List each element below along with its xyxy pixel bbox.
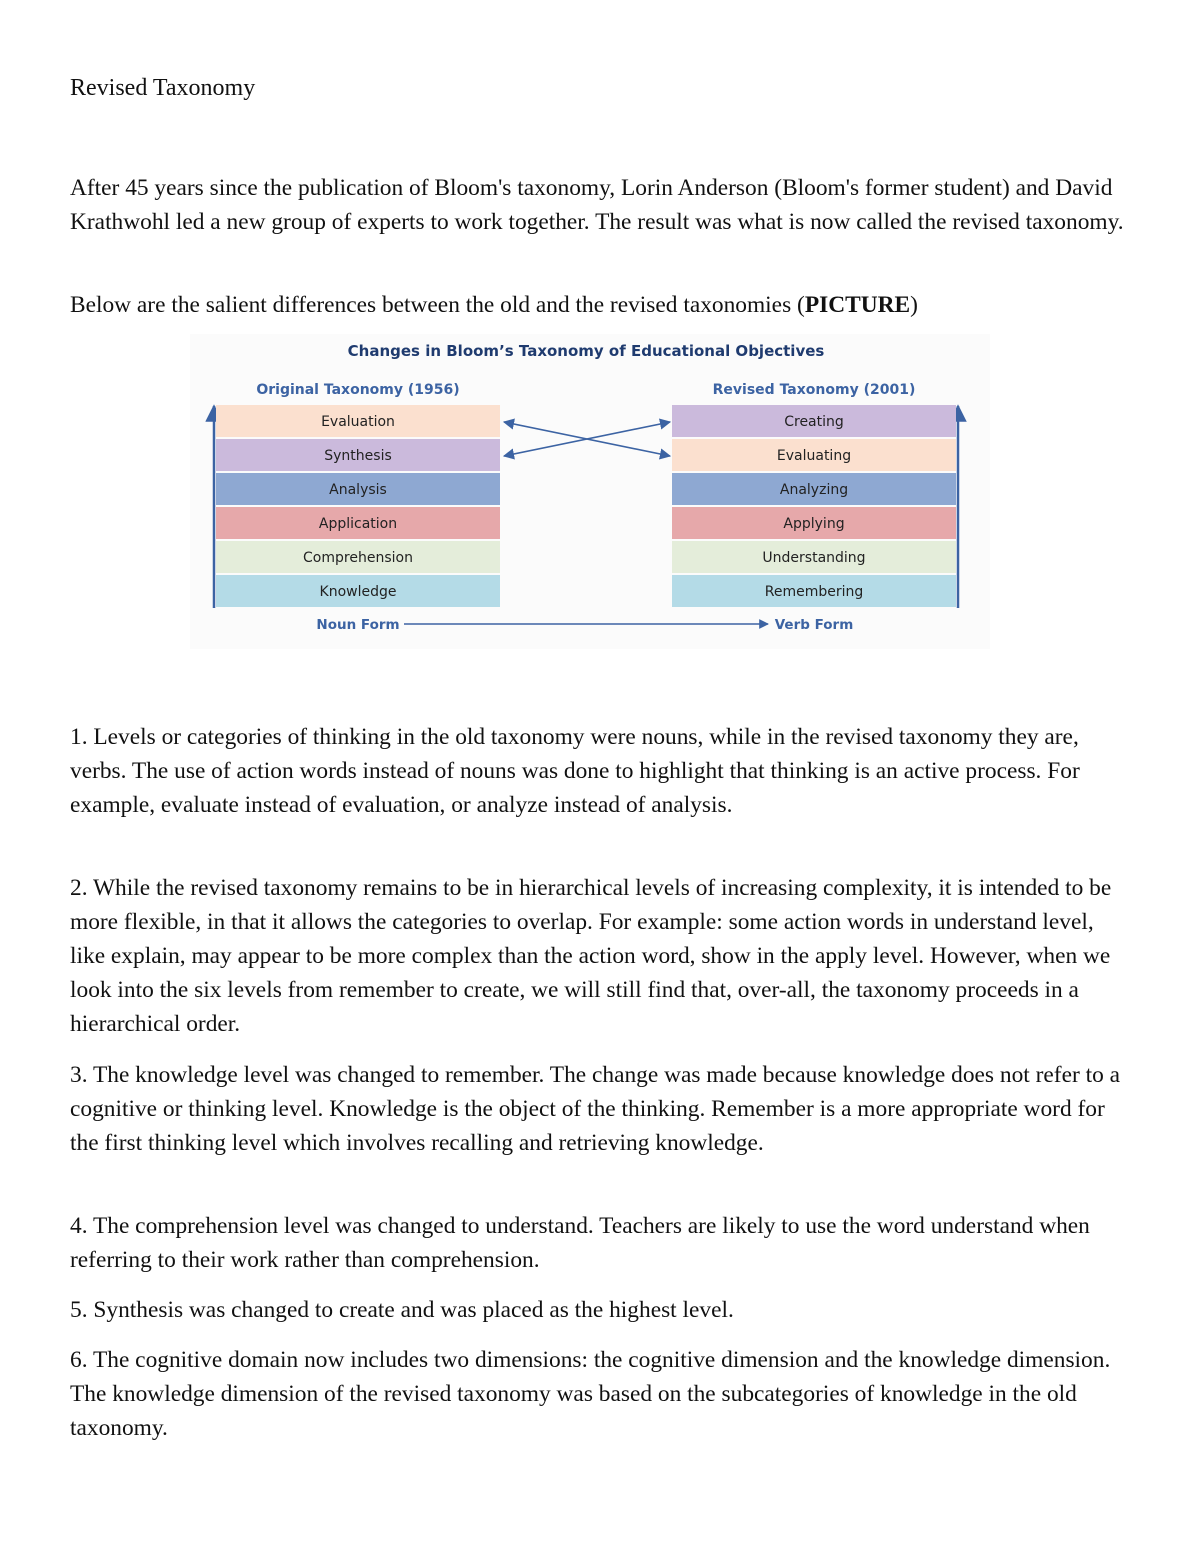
- right-level-remembering: Remembering: [764, 584, 864, 600]
- taxonomy-diagram: [190, 334, 990, 649]
- right-level-creating: Creating: [784, 414, 844, 430]
- noun-form-label: Noun Form: [316, 617, 400, 633]
- point-4: 4. The comprehension level was changed to understand. Teachers are likely to use the word understand when referring to their work rather than comprehension.: [70, 1213, 1090, 1273]
- figure-intro-paragraph: [70, 288, 1130, 322]
- left-level-comprehension: Comprehension: [303, 550, 413, 566]
- left-level-knowledge: Knowledge: [319, 584, 397, 600]
- page-title: Revised Taxonomy: [70, 75, 256, 101]
- figure-title: Changes in Bloom’s Taxonomy of Educational Objectives: [347, 342, 825, 360]
- point-6: 6. The cognitive domain now includes two dimensions: the cognitive dimension and the knowledge dimension. The knowledge dimension of the revised taxonomy was based on the subcategories of knowledge in the old taxonomy.: [70, 1347, 1111, 1441]
- right-level-applying: Applying: [783, 516, 845, 532]
- picture-label: PICTURE: [804, 292, 911, 318]
- verb-form-label: Verb Form: [774, 617, 854, 633]
- point-3: 3. The knowledge level was changed to remember. The change was made because knowledge does not refer to a cognitive or thinking level. Knowledge is the object of the thinking. Remember is a more appropriate word for the first thinking level which involves recalling and retrieving knowledge.: [70, 1062, 1121, 1156]
- right-level-analyzing: Analyzing: [779, 482, 849, 498]
- right-level-understanding: Understanding: [762, 550, 866, 566]
- figure-intro-close: ): [910, 292, 918, 318]
- figure-intro-text: Below are the salient differences between the old and the revised taxonomies (: [70, 292, 805, 318]
- intro-paragraph: After 45 years since the publication of Bloom's taxonomy, Lorin Anderson (Bloom's former student) and David Krathwohl led a new group of experts to work together. The result was what is now called the revised taxonomy.: [70, 175, 1124, 235]
- point-1: 1. Levels or categories of thinking in the old taxonomy were nouns, while in the revised taxonomy they are, verbs. The use of action words instead of nouns was done to highlight that thinking is an active process. For example, evaluate instead of evaluation, or analyze instead of analysis.: [70, 724, 1080, 818]
- left-level-analysis: Analysis: [329, 482, 387, 498]
- point-5: 5. Synthesis was changed to create and was placed as the highest level.: [70, 1297, 734, 1323]
- taxonomy-figure: [190, 334, 990, 649]
- right-level-evaluating: Evaluating: [776, 448, 852, 464]
- original-taxonomy-heading: Original Taxonomy (1956): [256, 382, 460, 398]
- point-2: 2. While the revised taxonomy remains to be in hierarchical levels of increasing complexity, it is intended to be more flexible, in that it allows the categories to overlap. For example: some action words in understand level, like explain, may appear to be more complex than the action word, show in the apply level. However, when we look into the six levels from remember to create, we will still find that, over-all, the taxonomy proceeds in a hierarchical order.: [70, 875, 1112, 1037]
- revised-taxonomy-heading: Revised Taxonomy (2001): [712, 382, 916, 398]
- left-level-synthesis: Synthesis: [324, 448, 392, 464]
- left-level-evaluation: Evaluation: [321, 414, 395, 430]
- left-level-application: Application: [318, 516, 398, 532]
